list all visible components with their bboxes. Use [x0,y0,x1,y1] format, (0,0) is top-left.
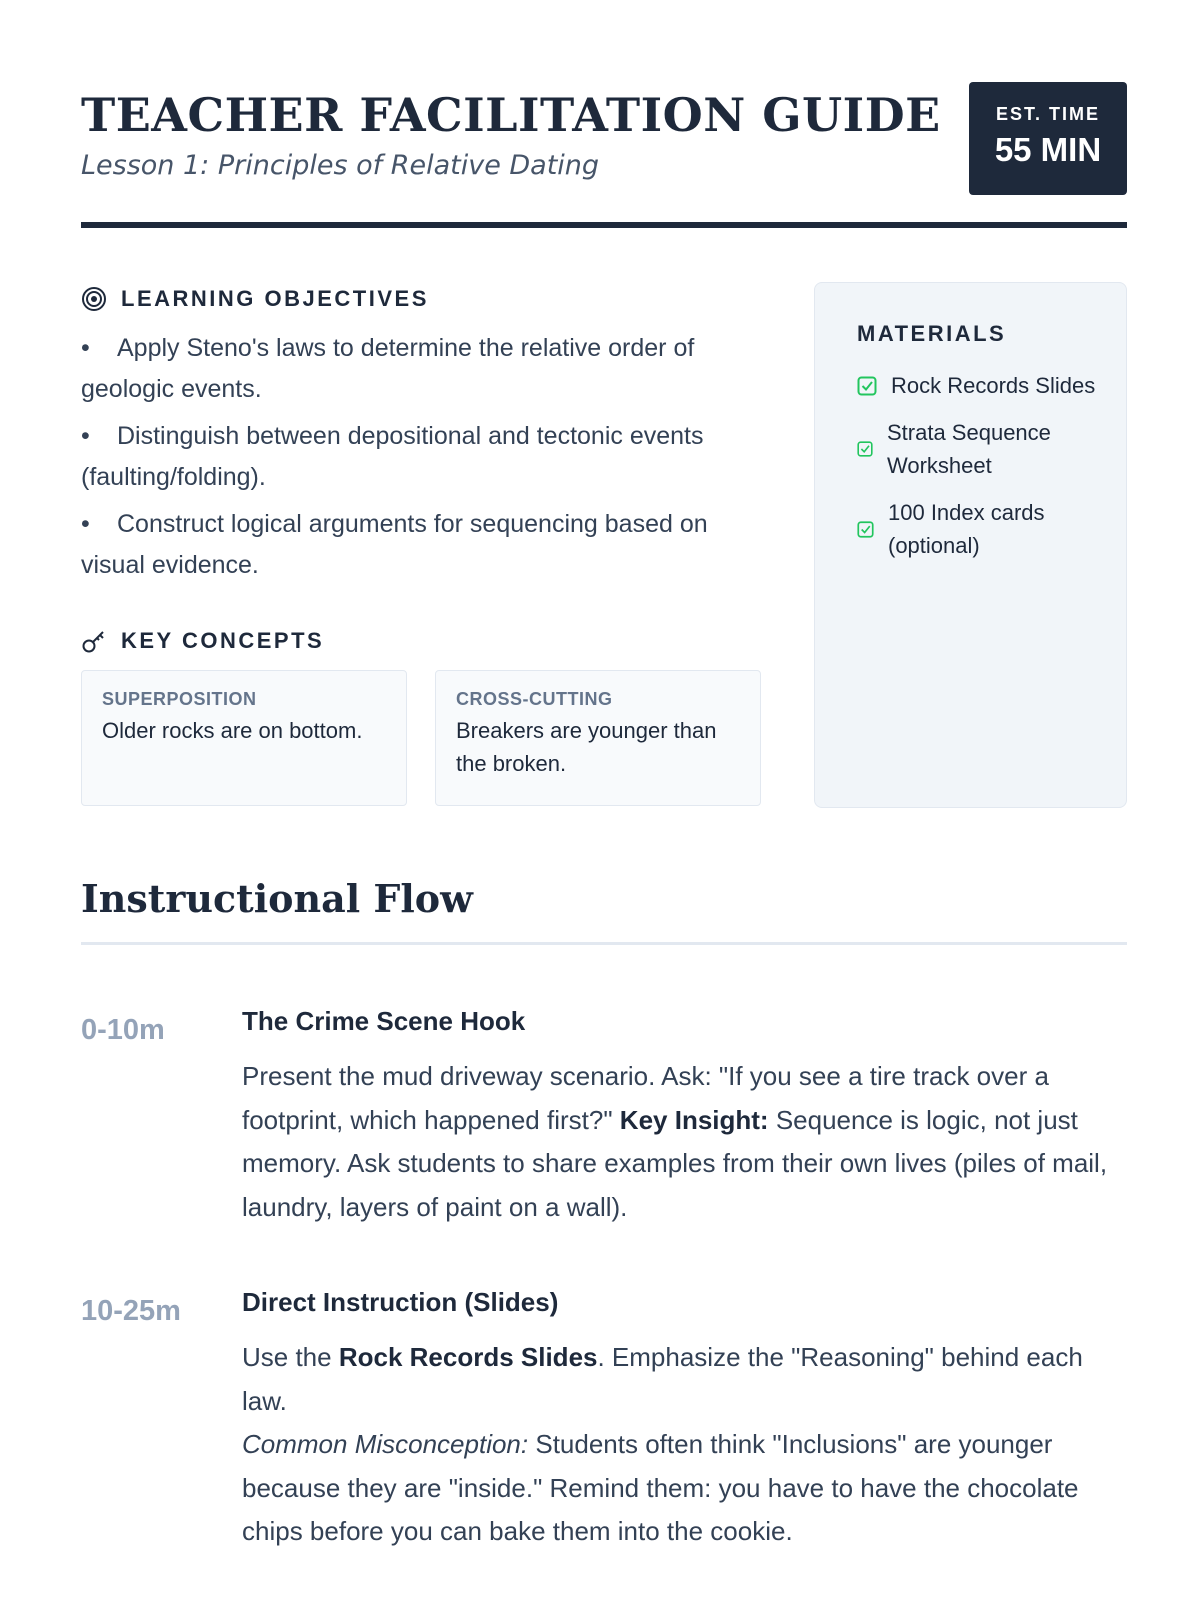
checkbox-icon [857,376,877,396]
step-body [242,1287,1127,1554]
material-item [857,369,1102,402]
concepts-heading [81,628,324,654]
materials-heading: MATERIALS [857,321,1007,346]
list-item: • Apply Steno's laws to determine the relative order of geologic events. [81,334,695,403]
step-text: Present the mud driveway scenario. Ask: "If you see a tire track over a footprint, which happened first?" Key Insight: Sequence is logic, not just memory. Ask students to share examples from their own lives (piles of mail, laundry, layers of paint on a wall). [242,1061,1108,1222]
step-time: 0-10m [81,1014,165,1046]
header-divider [81,222,1127,228]
concept-definition: Breakers are younger than the broken. [456,718,717,776]
step-title: Direct Instruction (Slides) [242,1287,559,1317]
checkbox-icon [857,521,874,538]
materials-panel [814,282,1127,808]
target-icon [81,286,107,312]
time-value: 55 MIN [994,131,1102,168]
material-label: Strata Sequence Worksheet [887,420,1051,478]
key-icon [81,628,107,654]
concepts-cards [81,670,761,806]
flow-heading: Instructional Flow [81,876,473,921]
concept-term: CROSS-CUTTING [456,689,613,709]
objectives-heading-text: LEARNING OBJECTIVES [121,286,429,311]
material-label: 100 Index cards (optional) [888,500,1045,558]
objectives-list [81,328,761,592]
objectives-heading [81,286,429,312]
material-label: Rock Records Slides [891,373,1096,398]
step-text: Use the Rock Records Slides. Emphasize the "Reasoning" behind each law. Common Misconception: Students often think "Inclusions" are younger because they are "inside." Remind them: you have to have the chocolate chips before you can bake them into the cookie. [242,1342,1083,1546]
concept-card-cross-cutting [435,670,761,806]
material-item [857,496,1102,562]
header [81,80,1127,230]
concept-term: SUPERPOSITION [102,689,257,709]
step-title: The Crime Scene Hook [242,1006,526,1036]
estimated-time-badge [969,82,1127,195]
concept-card-superposition [81,670,407,806]
step-body [242,1006,1127,1229]
concepts-heading-text: KEY CONCEPTS [121,628,325,653]
page-title: TEACHER FACILITATION GUIDE [81,88,941,142]
material-item [857,416,1102,482]
concept-definition: Older rocks are on bottom. [102,718,363,743]
step-time: 10-25m [81,1295,181,1327]
list-item: • Construct logical arguments for sequencing based on visual evidence. [81,510,708,579]
page-subtitle: Lesson 1: Principles of Relative Dating [81,150,600,181]
list-item: • Distinguish between depositional and tectonic events (faulting/folding). [81,422,704,491]
checkbox-icon [857,441,873,457]
time-label: EST. TIME [995,104,1100,124]
flow-divider [81,942,1127,945]
